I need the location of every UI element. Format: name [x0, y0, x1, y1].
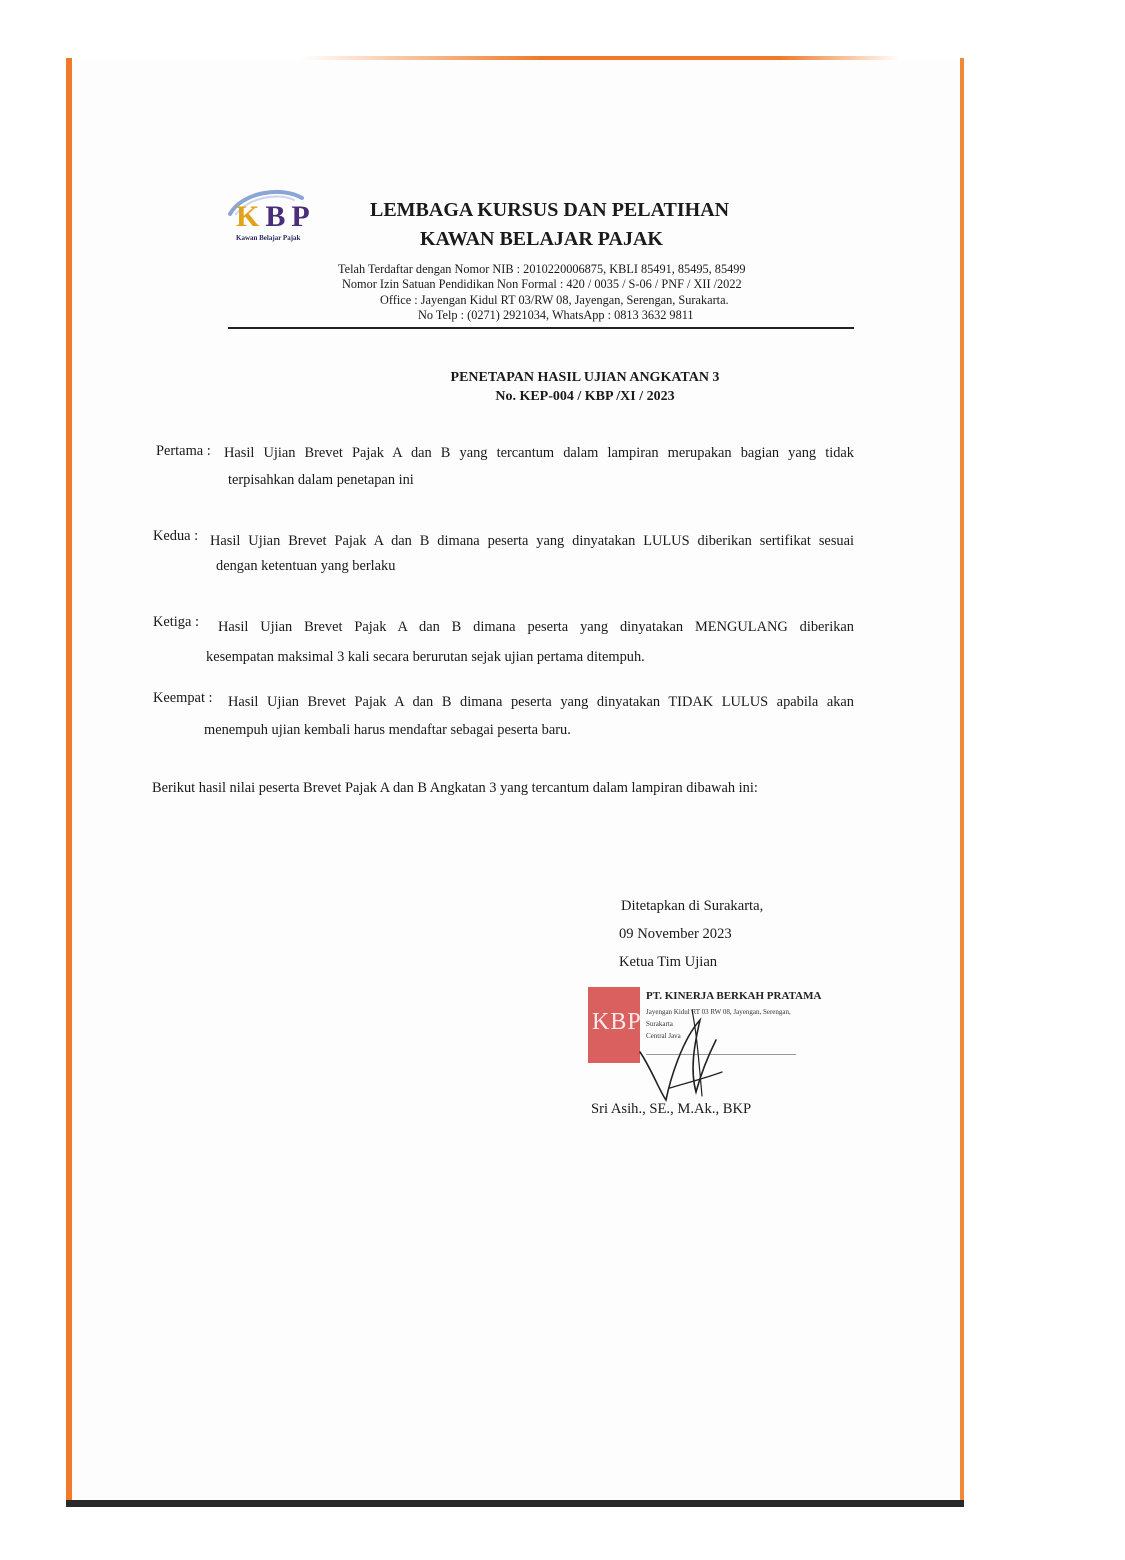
signature-date: 09 November 2023	[619, 926, 732, 942]
institution-name-line2: KAWAN BELAJAR PAJAK	[420, 228, 663, 250]
permit-number: Nomor Izin Satuan Pendidikan Non Formal : 420 / 0035 / S-06 / PNF / XII /2022	[342, 277, 742, 291]
document-number: No. KEP-004 / KBP /XI / 2023	[495, 389, 675, 404]
item-ketiga-label: Ketiga :	[153, 614, 199, 630]
item-ketiga-line2: kesempatan maksimal 3 kali secara berurutan sejak ujian pertama ditempuh.	[206, 649, 645, 665]
phone-contact: No Telp : (0271) 2921034, WhatsApp : 0813 3632 9811	[418, 308, 694, 322]
kbp-logo	[222, 188, 352, 248]
logo-letters	[236, 200, 316, 234]
item-keempat-line1: Hasil Ujian Brevet Pajak A dan B dimana peserta yang dinyatakan TIDAK LULUS apabila akan	[228, 694, 854, 710]
item-kedua-line1: Hasil Ujian Brevet Pajak A dan B dimana peserta yang dinyatakan LULUS diberikan sertifikat sesuai	[210, 533, 854, 549]
item-keempat-line2: menempuh ujian kembali harus mendaftar sebagai peserta baru.	[204, 722, 571, 738]
closing-statement: Berikut hasil nilai peserta Brevet Pajak A dan B Angkatan 3 yang tercantum dalam lampiran dibawah ini:	[152, 780, 758, 796]
stamp-region: Central Java	[646, 1032, 681, 1040]
stamp-address: Jayengan Kidul RT 03 RW 08, Jayengan, Serengan,	[646, 1008, 791, 1016]
scan-edge-bottom	[66, 1500, 964, 1507]
item-kedua-label: Kedua :	[153, 528, 199, 544]
stamp-city: Surakarta	[646, 1020, 673, 1028]
stamp-company-name: PT. KINERJA BERKAH PRATAMA	[646, 990, 822, 1002]
logo-subtitle: Kawan Belajar Pajak	[236, 234, 301, 242]
office-address: Office : Jayengan Kidul RT 03/RW 08, Jayengan, Serengan, Surakarta.	[380, 293, 729, 307]
item-pertama-label: Pertama :	[156, 443, 211, 459]
scan-edge-right	[960, 58, 964, 1504]
institution-name-line1: LEMBAGA KURSUS DAN PELATIHAN	[370, 199, 730, 221]
item-kedua-line2: dengan ketentuan yang berlaku	[216, 558, 396, 574]
item-pertama-line1: Hasil Ujian Brevet Pajak A dan B yang tercantum dalam lampiran merupakan bagian yang tidak	[224, 445, 854, 461]
registration-number: Telah Terdaftar dengan Nomor NIB : 2010220006875, KBLI 85491, 85495, 85499	[338, 262, 746, 276]
signature-place: Ditetapkan di Surakarta,	[621, 898, 764, 914]
item-ketiga-line1: Hasil Ujian Brevet Pajak A dan B dimana peserta yang dinyatakan MENGULANG diberikan	[218, 619, 854, 635]
letterhead-divider	[228, 327, 854, 329]
item-pertama-line2: terpisahkan dalam penetapan ini	[228, 472, 414, 488]
document-title: PENETAPAN HASIL UJIAN ANGKATAN 3	[450, 370, 720, 385]
stamp-logo-text: KBP	[592, 1009, 642, 1035]
item-keempat-label: Keempat :	[153, 690, 213, 706]
logo-text: KBP	[236, 200, 316, 233]
signatory-name: Sri Asih., SE., M.Ak., BKP	[591, 1101, 752, 1117]
handwritten-signature-icon	[630, 1000, 740, 1110]
signature-role: Ketua Tim Ujian	[619, 954, 718, 970]
